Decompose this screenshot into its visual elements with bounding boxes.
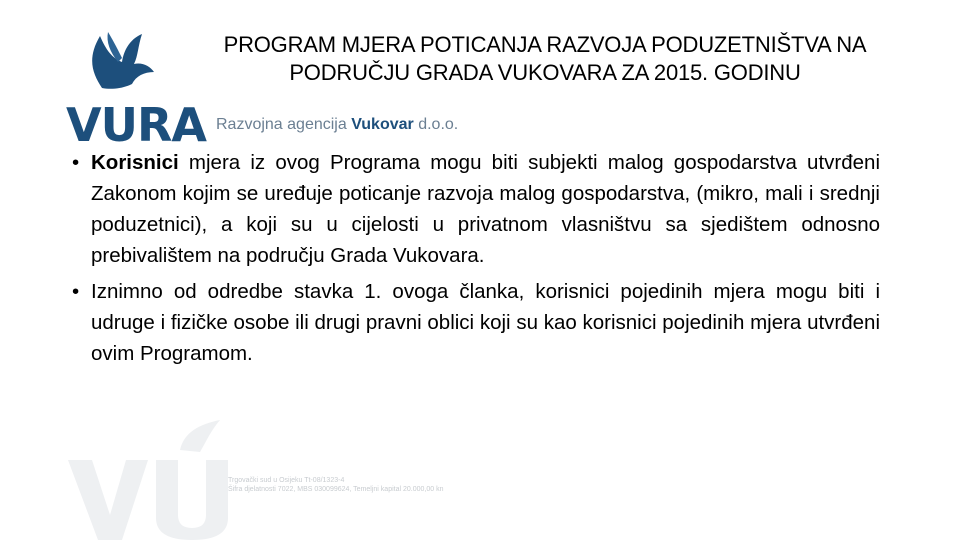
bullet-item bbox=[72, 147, 880, 271]
bullet-list bbox=[72, 147, 880, 374]
bullet-item bbox=[72, 276, 880, 369]
footer-line-1: Trgovački sud u Osijeku Tt-08/1323-4 bbox=[228, 477, 345, 484]
title-line-1: PROGRAM MJERA POTICANJA RAZVOJA PODUZETNIŠTVA NA bbox=[223, 32, 867, 57]
title-line-2: PODRUČJU GRADA VUKOVARA ZA 2015. GODINU bbox=[289, 60, 801, 85]
tagline-emphasis: Vukovar bbox=[351, 116, 414, 133]
slide-title bbox=[200, 31, 890, 87]
footer-registration bbox=[228, 476, 443, 494]
bullet-text: Iznimno od odredbe stavka 1. ovoga članka, korisnici pojedinih mjera mogu biti i udruge i fizičke osobe ili drugi pravni oblici koji su kao korisnici pojedinih mjera utvrđeni ovim Programom. bbox=[91, 280, 880, 365]
logo-wordmark: VURA bbox=[66, 98, 206, 152]
tagline-prefix: Razvojna agencija bbox=[216, 116, 352, 133]
logo-tagline bbox=[216, 116, 458, 134]
bullet-lead: Korisnici bbox=[91, 151, 179, 174]
bullet-text: mjera iz ovog Programa mogu biti subjekti malog gospodarstva utvrđeni Zakonom kojim se uređuje poticanje razvoja malog gospodarstva, (mikro, mali i srednji poduzetnici), a koji su u cijelosti u privatnom vlasništvu sa sjedištem odnosno prebivalištem na području Grada Vukovara. bbox=[91, 151, 880, 267]
tagline-suffix: d.o.o. bbox=[413, 116, 459, 133]
watermark-logo-icon bbox=[60, 420, 240, 540]
footer-line-2: Šifra djelatnosti 7022, MBS 030099624, Temeljni kapital 20.000,00 kn bbox=[228, 486, 444, 493]
dove-icon bbox=[62, 28, 212, 108]
